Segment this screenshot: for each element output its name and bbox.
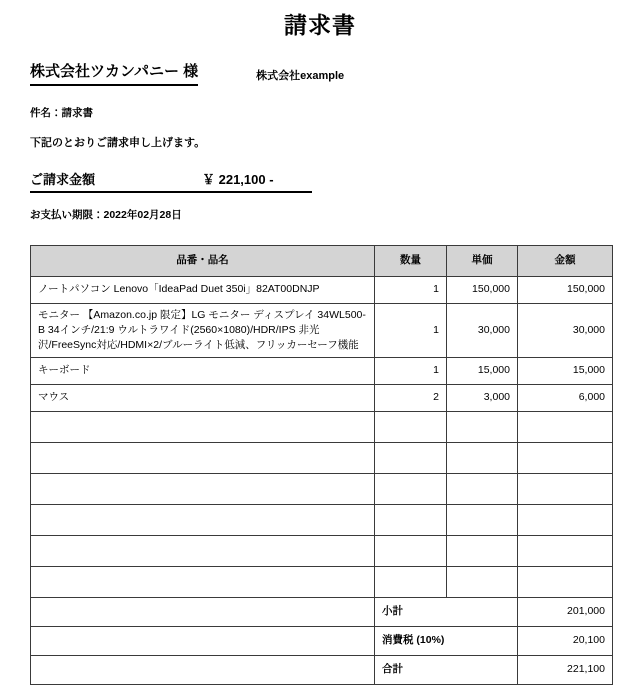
column-header-amount: 金額 — [518, 245, 613, 276]
cell-unit-price: 15,000 — [447, 357, 518, 384]
cell-empty — [518, 442, 613, 473]
summary-label: 消費税 (10%) — [375, 626, 518, 655]
column-header-name: 品番・品名 — [31, 245, 375, 276]
table-row-empty — [31, 473, 613, 504]
line-items-table-wrap — [30, 245, 610, 685]
cell-empty — [375, 504, 447, 535]
cell-amount: 15,000 — [518, 357, 613, 384]
cell-amount: 30,000 — [518, 303, 613, 357]
cell-amount: 6,000 — [518, 384, 613, 411]
summary-value: 201,000 — [518, 597, 613, 626]
cell-empty — [447, 566, 518, 597]
page-title: 請求書 — [284, 12, 356, 38]
table-row — [31, 276, 613, 303]
cell-item-name: ノートパソコン Lenovo「IdeaPad Duet 350i」82AT00DNJP — [31, 276, 375, 303]
invoice-meta — [0, 108, 640, 150]
cell-quantity: 2 — [375, 384, 447, 411]
summary-value: 221,100 — [518, 655, 613, 684]
total-amount-band — [30, 169, 312, 193]
parties-row — [0, 62, 640, 86]
summary-label: 合計 — [375, 655, 518, 684]
table-row-empty — [31, 442, 613, 473]
table-body — [31, 276, 613, 684]
cell-empty — [447, 473, 518, 504]
total-amount-value: ￥ 221,100 - — [202, 172, 274, 188]
cell-unit-price: 150,000 — [447, 276, 518, 303]
cell-empty — [447, 442, 518, 473]
cell-empty — [31, 442, 375, 473]
cell-empty — [447, 411, 518, 442]
summary-spacer — [31, 597, 375, 626]
summary-spacer — [31, 626, 375, 655]
cell-empty — [447, 535, 518, 566]
cell-unit-price: 3,000 — [447, 384, 518, 411]
cell-empty — [31, 473, 375, 504]
table-row — [31, 357, 613, 384]
summary-spacer — [31, 655, 375, 684]
summary-label: 小計 — [375, 597, 518, 626]
summary-row — [31, 597, 613, 626]
cell-amount: 150,000 — [518, 276, 613, 303]
cell-quantity: 1 — [375, 276, 447, 303]
summary-value: 20,100 — [518, 626, 613, 655]
cell-unit-price: 30,000 — [447, 303, 518, 357]
cell-quantity: 1 — [375, 303, 447, 357]
statement-line: 下記のとおりご請求申し上げます。 — [30, 137, 206, 150]
table-row — [31, 384, 613, 411]
cell-empty — [375, 535, 447, 566]
payment-due-line: お支払い期限：2022年02月28日 — [30, 209, 182, 222]
issuer-block — [198, 67, 612, 86]
issuer-name: 株式会社example — [256, 69, 345, 82]
table-header-row — [31, 245, 613, 276]
cell-empty — [31, 535, 375, 566]
cell-empty — [447, 504, 518, 535]
cell-empty — [375, 566, 447, 597]
line-items-table — [30, 245, 613, 685]
subject-line: 件名：請求書 — [30, 106, 93, 119]
cell-item-name: モニター 【Amazon.co.jp 限定】LG モニター ディスプレイ 34WL500-B 34インチ/21:9 ウルトラワイド(2560×1080)/HDR/IPS 非光沢/FreeSync対応/HDMI×2/ブルーライト低減、フリッカーセーフ機能 — [31, 303, 375, 357]
cell-empty — [375, 473, 447, 504]
cell-empty — [518, 504, 613, 535]
cell-empty — [375, 442, 447, 473]
cell-empty — [31, 411, 375, 442]
cell-item-name: キーボード — [31, 357, 375, 384]
summary-row — [31, 626, 613, 655]
table-row-empty — [31, 504, 613, 535]
table-head — [31, 245, 613, 276]
cell-empty — [518, 473, 613, 504]
cell-empty — [518, 566, 613, 597]
total-amount-label: ご請求金額 — [30, 172, 96, 188]
cell-item-name: マウス — [31, 384, 375, 411]
cell-empty — [518, 411, 613, 442]
recipient-name: 株式会社ツカンパニー 様 — [30, 62, 198, 86]
cell-quantity: 1 — [375, 357, 447, 384]
cell-empty — [375, 411, 447, 442]
column-header-qty: 数量 — [375, 245, 447, 276]
table-row-empty — [31, 566, 613, 597]
due-meta — [0, 210, 640, 221]
table-row-empty — [31, 535, 613, 566]
summary-row — [31, 655, 613, 684]
cell-empty — [31, 566, 375, 597]
table-row-empty — [31, 411, 613, 442]
cell-empty — [31, 504, 375, 535]
table-row — [31, 303, 613, 357]
cell-empty — [518, 535, 613, 566]
column-header-unit-price: 単価 — [447, 245, 518, 276]
